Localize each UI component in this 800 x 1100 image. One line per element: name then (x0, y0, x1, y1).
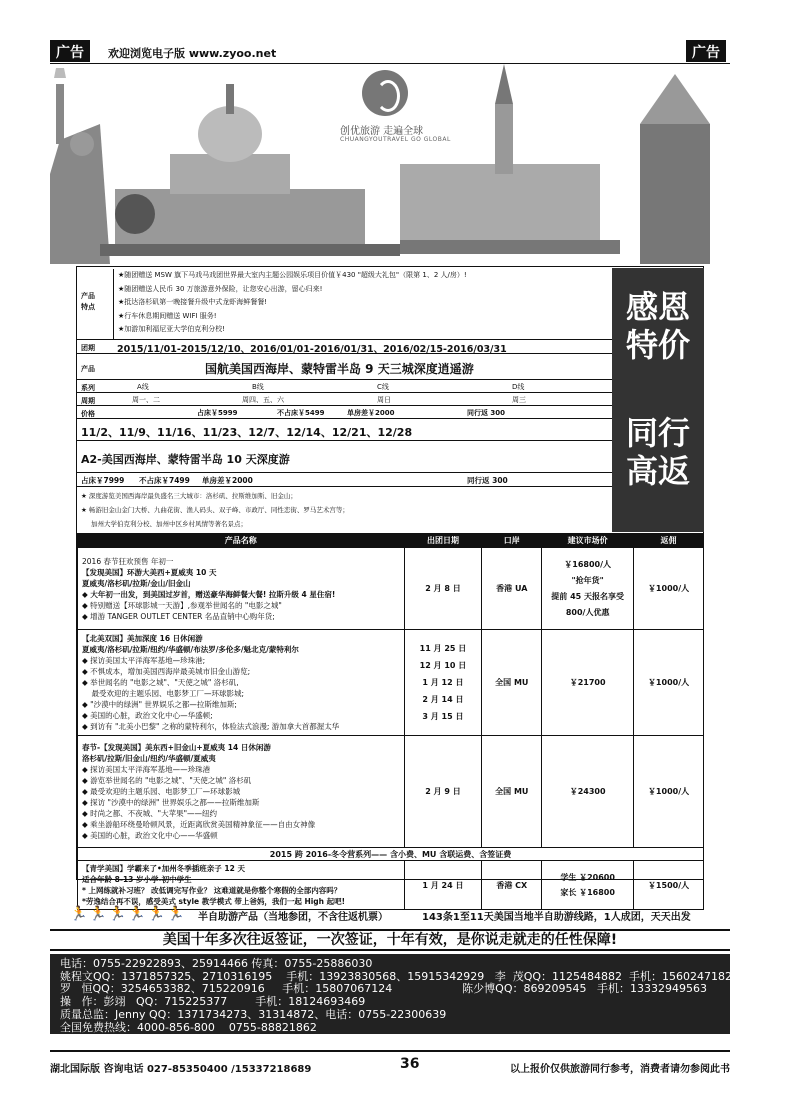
date-line: 3 月 15 日 (422, 712, 464, 721)
weekday-d: 周三 (512, 396, 526, 404)
bottom-bar (50, 1050, 730, 1076)
line: ◆ 增游 TANGER OUTLET CENTER 名品直销中心购年货; (82, 611, 275, 621)
line: ◆ 到访有 "北美小巴黎" 之称的蒙特利尔，体验法式浪漫; 游加拿大首都渥太华 (82, 722, 340, 731)
promo-word-3: 同行 (625, 414, 690, 452)
contact-line: 全国免费热线：4000-856-800 0755-88821862 (60, 1020, 317, 1034)
footprints-icon: 🏃🏃🏃🏃🏃🏃 (70, 906, 187, 922)
bottom-right-text: 以上报价仅供旅游同行参考，消费者请勿参阅此书 (510, 1064, 730, 1075)
a2-price-single: 单房差￥2000 (202, 476, 253, 485)
port: 香港 CX (482, 861, 542, 910)
banner-image (50, 64, 730, 264)
col-product-name: 产品名称 (78, 534, 405, 548)
price-line: 家长 ￥16800 (560, 888, 615, 897)
date-line: 11 月 25 日 (419, 644, 467, 653)
market-price: ￥24300 (542, 736, 634, 848)
series-row (77, 380, 612, 393)
line: * 上网练就补习班？ 改低调完写作业？ 这难道就是你整个寒假的全部内容吗？ (82, 886, 342, 895)
contact-line: 电话：0755-22922893、25914466 传真：0755-25886030 (60, 957, 373, 970)
line: 【发现美国】环游大美西+夏威夷 10 天 (82, 567, 217, 577)
weekday-c: 周日 (377, 396, 391, 404)
port: 香港 UA (482, 548, 542, 630)
market-price: ￥21700 (542, 630, 634, 736)
semi-self-guided-strip (70, 905, 710, 925)
market-price (542, 548, 634, 630)
series-c: C线 (377, 383, 389, 391)
feature-item: ★抵达洛杉矶第一晚接餐升级中式龙虾海鲜餐餐! (118, 298, 268, 306)
product-row (77, 354, 612, 380)
a2-dates: 11/2、11/9、11/16、11/23、12/7、12/14、12/21、12/28 (81, 426, 413, 439)
price-single: 单房差￥2000 (347, 409, 395, 417)
period-label: 团期 (81, 344, 95, 352)
contact-line: 罗 恒QQ：3254653382、715220916 手机：15807067124 陈少博QQ：869209545 手机：13332949563 (60, 982, 707, 996)
contact-line: 质量总监：Jenny QQ：1371734273、31314872、电话：0755-22300639 (60, 1007, 447, 1021)
products-table (77, 533, 704, 910)
product-name-cell (78, 861, 405, 910)
col-rebate: 返佣 (634, 534, 704, 548)
winter-camp-separator (78, 848, 704, 861)
port: 全国 MU (482, 630, 542, 736)
series-d: D线 (512, 383, 525, 391)
line: ◆ 最受欢迎的主题乐园、电影梦工厂—环球影城 (82, 787, 241, 796)
rebate: ￥1500/人 (634, 861, 704, 910)
company-logo-icon (362, 70, 408, 116)
series-a: A线 (137, 383, 149, 391)
a2-price-nobed: 不占床￥7499 (139, 476, 190, 485)
line: ◆ 时尚之都、不夜城、"大苹果"——纽约 (82, 809, 218, 818)
feature-item: ★加游加利福尼亚大学伯克利分校! (118, 325, 226, 333)
product-title[interactable]: 国航美国西海岸、蒙特雷半岛 9 天三城深度逍遥游 (205, 362, 474, 376)
table-row[interactable] (78, 548, 704, 630)
weekday-row (77, 393, 612, 406)
contact-line: 姚程文QQ：1371857325、2710316195 手机：13923830568、15915342929 李 茂QQ：1125484882 手机：15602471820 (60, 969, 740, 983)
feature-item: ★随团赠送 MSW 旗下马戏马戏团世界最大室内主题公园娱乐项目价值￥430 "超级大礼包"（限第 1、2 人/房）! (118, 271, 467, 279)
date-line: 2 月 14 日 (422, 695, 464, 704)
table-header (78, 534, 704, 548)
period-row (77, 340, 612, 354)
feature-item: ★行车休息期间赠送 WIFI 服务! (118, 311, 217, 320)
a2-price-bed: 占床￥7999 (81, 476, 125, 485)
market-price (542, 861, 634, 910)
ad-tag-left: 广告 (50, 40, 90, 62)
series-b: B线 (252, 383, 264, 391)
line: ◆ 举世闻名的 "电影之城"、"天使之城" 洛杉矶, (82, 678, 239, 687)
line: 夏威夷/洛杉矶/拉斯/金山/旧金山 (82, 578, 191, 588)
line: ◆ 探访美国太平洋海军基地——珍珠港 (82, 765, 211, 774)
price-row (77, 406, 612, 419)
price-rebate: 同行返 300 (467, 409, 506, 417)
col-market-price: 建议市场价 (542, 534, 634, 548)
line: ◆ 探访 "沙漠中的绿洲" 世界娱乐之都——拉斯维加斯 (82, 798, 260, 807)
departure-date: 1 月 24 日 (404, 861, 482, 910)
promo-panel (612, 268, 704, 532)
contact-line: 操 作：彭翊 QQ：715225377 手机：18124693469 (60, 995, 366, 1009)
feature-item: ★随团赠送人民币 30 万旅游意外保险，让您安心出游，留心归来! (118, 284, 323, 293)
price-label: 价格 (81, 410, 95, 418)
line: 【北美双国】美加深度 16 日休闲游 (82, 634, 203, 643)
weekday-b: 周四、五、六 (242, 396, 284, 404)
price-line: 提前 45 天报名享受 (551, 591, 624, 601)
line: 夏威夷/洛杉矶/拉斯/纽约/华盛顿/布法罗/多伦多/魁北克/蒙特利尔 (82, 645, 299, 654)
period-dates: 2015/11/01-2015/12/10、2016/01/01-2016/01/31、2016/02/15-2016/03/31 (117, 344, 507, 355)
line: 【青学美国】学霸来了•加州冬季插班亲子 12 天 (82, 864, 245, 873)
a2-notes (77, 487, 612, 533)
date-line: 1 月 12 日 (422, 678, 464, 687)
separator-text: 2015 跨 2016-冬令营系列—— 含小费、MU 含联运费、含签证费 (78, 848, 704, 861)
a2-price-row (77, 473, 612, 487)
line: ◆ "沙漠中的绿洲" 世界娱乐之都—拉斯维加斯; (82, 700, 237, 709)
weekday-label: 周期 (81, 397, 95, 405)
price-nobed: 不占床￥5499 (277, 409, 325, 417)
line: *劳逸结合再不误，感受美式 style 教学模式 带上爸妈，我们一起 High 起吧! (82, 897, 346, 906)
rebate: ￥1000/人 (634, 630, 704, 736)
ad-tag-right: 广告 (686, 40, 726, 62)
contact-info (50, 954, 740, 1034)
line: 春节-【发现美国】美东西+旧金山+夏威夷 14 日休闲游 (82, 743, 271, 752)
a2-note: 加州大学伯克利分校、加州中区乡村风情等著名景点； (91, 520, 247, 528)
port: 全国 MU (482, 736, 542, 848)
logo-subtitle: CHUANGYOUTRAVEL GO GLOBAL (340, 136, 451, 143)
a2-note: ★ 深度游览美国西海岸最负盛名三大城市：洛杉矶、拉斯维加斯、旧金山； (81, 492, 297, 500)
promo-word-4: 高返 (625, 452, 690, 490)
departure-date: 2 月 9 日 (404, 736, 482, 848)
a2-price-rebate: 同行返 300 (467, 476, 508, 485)
features-row (77, 267, 612, 340)
strip-right-text: 143条1至11天美国当地半自助游线路，1人成团，天天出发 (422, 912, 691, 923)
line: ◆ 美国的心脏，政治文化中心—华盛顿; (82, 711, 213, 720)
line: 最受欢迎的主题乐园、电影梦工厂—环球影城; (82, 689, 245, 698)
features-list (113, 269, 467, 339)
product-name-cell (78, 630, 405, 736)
line: ◆ 探访美国太平洋海军基地—珍珠港; (82, 656, 206, 665)
site-url[interactable]: 欢迎浏览电子版 www.zyoo.net (108, 47, 277, 60)
product-name-cell (78, 548, 405, 630)
series-label: 系列 (81, 384, 95, 392)
col-port: 口岸 (482, 534, 542, 548)
features-label: 产品特点 (81, 292, 95, 311)
a2-note: ★ 畅游旧金山金门大桥、九曲花街、渔人码头、双子峰、市政厅、同性恋街、罗马艺术宫等； (81, 506, 349, 514)
line: ◆ 游览举世闻名的 "电影之城"、"天使之城" 洛杉矶 (82, 776, 252, 785)
page-number: 36 (400, 1056, 420, 1072)
line: ◆ 乘坐游船环绕曼哈顿风景，近距离欣赏美国精神象征——自由女神像 (82, 820, 316, 829)
line: ◆ 大年初一出发，到美国过岁首，赠送豪华海鲜餐大餐! 拉斯升级 4 星住宿! (82, 589, 336, 599)
a2-title-row (77, 441, 612, 473)
departure-date: 2 月 8 日 (404, 548, 482, 630)
promo-word-1: 感恩 (625, 288, 690, 326)
logo-text: 创优旅游 走遍全球 (340, 126, 424, 137)
price-bed: 占床￥5999 (197, 409, 238, 417)
a2-dates-row (77, 419, 612, 441)
col-departure-date: 出团日期 (404, 534, 482, 548)
bottom-left-text: 湖北国际版 咨询电话 027-85350400 /15337218689 (50, 1064, 312, 1075)
promo-word-2: 特价 (625, 326, 690, 364)
price-line: 学生 ￥20600 (560, 873, 615, 882)
line: 洛杉矶/拉斯/旧金山/纽约/华盛顿/夏威夷 (82, 754, 216, 763)
departure-dates (404, 630, 482, 736)
date-line: 12 月 10 日 (419, 661, 467, 670)
a2-title[interactable]: A2-美国西海岸、蒙特雷半岛 10 天深度游 (81, 453, 290, 466)
weekday-a: 周一、二 (132, 396, 160, 404)
product-label: 产品 (81, 365, 95, 373)
line: ◆ 美国的心脏，政治文化中心——华盛顿 (82, 831, 218, 840)
table-row[interactable] (78, 736, 704, 848)
line: ◆ 特别赠送【环球影城一天游】,参观举世闻名的 "电影之城" (82, 600, 282, 610)
price-line: 800/人优惠 (565, 607, 610, 617)
line: 适合年龄 8-13 岁小学-初中学生 (82, 875, 192, 884)
rebate: ￥1000/人 (634, 548, 704, 630)
price-line: "抢年货" (571, 575, 604, 585)
table-row[interactable] (78, 861, 704, 910)
strip-left-text: 半自助游产品（当地参团，不含往返机票） (198, 912, 388, 923)
line: 2016 春节狂欢预售 年初一 (82, 556, 174, 566)
table-row[interactable] (78, 630, 704, 736)
rebate: ￥1000/人 (634, 736, 704, 848)
price-line: ￥16800/人 (564, 559, 612, 569)
product-name-cell (78, 736, 405, 848)
visa-slogan: 美国十年多次往返签证，一次签证，十年有效，是你说走就走的任性保障! (50, 929, 730, 951)
line: ◆ 不惧成本，增加美国西海岸最美城市旧金山游览; (82, 667, 251, 676)
